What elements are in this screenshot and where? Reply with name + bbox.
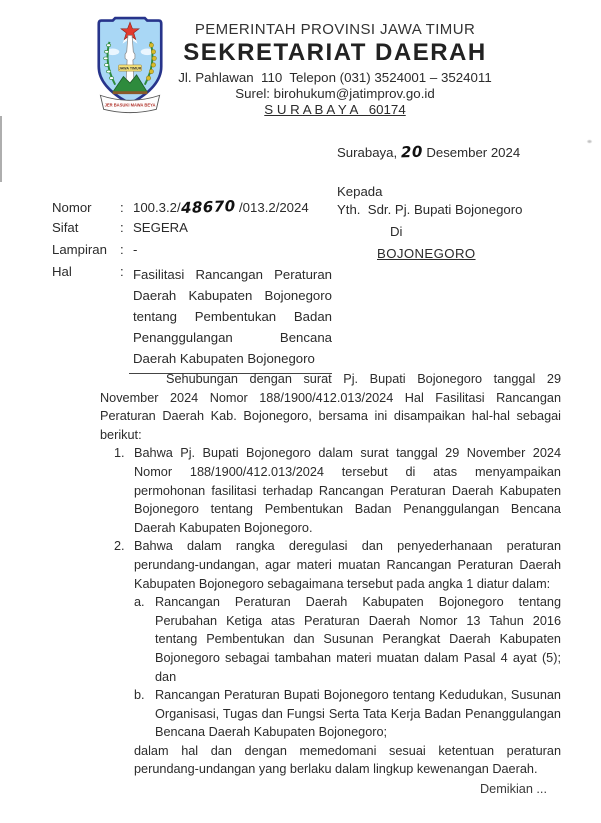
meta-row-nomor — [52, 198, 309, 216]
recipient-city: BOJONEGORO — [377, 246, 476, 261]
address-line: Jl. Pahlawan 110 Telepon (031) 3524001 – 3524011 — [178, 70, 492, 85]
sifat-value: SEGERA — [133, 220, 188, 235]
item-2-closing: dalam hal dan dengan memedomani sesuai ketentuan peraturan perundang-undangan yang berlaku dalam lingkup kewenangan Daerah. — [134, 743, 561, 777]
scan-artifact-speck — [586, 139, 593, 144]
hal-colon: : — [120, 264, 124, 279]
sub-item-a-text: Rancangan Peraturan Daerah Kabupaten Bojonegoro tentang Perubahan Ketiga atas Peraturan Daerah Nomor 13 Tahun 2016 tentang Pembentukan dan Susunan Perangkat Daerah Kabupaten Bojonegoro sebagai tambahan materi muatan dalam Pasal 4 ayat (5); dan — [155, 595, 561, 684]
motto-text: JER BASUKI MAWA BEYA — [104, 102, 156, 108]
handwritten-letter-number: 48670 — [180, 197, 236, 217]
meta-row-hal — [52, 264, 332, 374]
city-postal-line: S U R A B A Y A 60174 — [264, 102, 406, 117]
opening-paragraph: Sehubungan dengan surat Pj. Bupati Bojonegoro tanggal 29 November 2024 Nomor 188/1900/412.013/2024 Hal Fasilitasi Rancangan Peraturan Daerah Kab. Bojonegoro, bersama ini disampaikan hal-hal sebagai berikut: — [100, 372, 561, 442]
dateline — [337, 143, 520, 161]
dateline-city: Surabaya, — [337, 145, 398, 160]
letterhead — [163, 21, 507, 119]
numbered-item-2 — [100, 537, 561, 742]
numbered-item-1 — [100, 444, 561, 537]
lampiran-value: - — [133, 242, 138, 257]
recipient-name: Yth. Sdr. Pj. Bupati Bojonegoro — [337, 202, 523, 217]
sub-item-a-letter: a. — [134, 595, 145, 610]
recipient-di: Di — [390, 224, 403, 239]
meta-row-lampiran — [52, 242, 137, 257]
government-name: PEMERINTAH PROVINSI JAWA TIMUR — [194, 21, 476, 38]
province-emblem-icon — [93, 15, 167, 119]
lampiran-label: Lampiran — [52, 242, 107, 257]
item-2-number: 2. — [114, 539, 125, 554]
lampiran-colon: : — [120, 242, 124, 257]
scan-artifact-left-edge — [0, 116, 2, 182]
item-1-number: 1. — [114, 446, 125, 461]
nomor-label: Nomor — [52, 200, 92, 215]
sub-item-b — [134, 686, 561, 742]
sifat-colon: : — [120, 220, 124, 235]
closing-fragment: Demikian ... — [480, 782, 547, 796]
email-line: Surel: birohukum@jatimprov.go.id — [235, 86, 435, 101]
meta-row-sifat — [52, 220, 188, 235]
nomor-value-prefix: 100.3.2/ — [133, 200, 181, 215]
sub-item-b-text: Rancangan Peraturan Bupati Bojonegoro tentang Kedudukan, Susunan Organisasi, Tugas dan Fungsi Serta Tata Kerja Badan Penanggulangan Bencana Daerah Kabupaten Bojonegoro; — [155, 688, 561, 740]
sub-item-b-letter: b. — [134, 688, 145, 703]
agency-name: SEKRETARIAT DAERAH — [183, 39, 487, 66]
item-1-text: Bahwa Pj. Bupati Bojonegoro dalam surat tanggal 29 November 2024 Nomor 188/1900/412.013/2024 tersebut di atas menyampaikan permohonan fasilitasi terhadap Rancangan Peraturan Daerah Kabupaten Bojonegoro tentang Pembentukan Badan Penanggulangan Bencana Daerah Kabupaten Bojonegoro. — [134, 446, 561, 535]
hal-subject-text: Fasilitasi Rancangan Peraturan Daerah Kabupaten Bojonegoro tentang Pembentukan Badan Penanggulangan Bencana Daerah Kabupaten Bojonegoro — [129, 264, 332, 374]
east-java-emblem-logo — [93, 15, 167, 119]
item-2-text: Bahwa dalam rangka deregulasi dan penyederhanaan peraturan perundang-undangan, agar materi muatan Rancangan Peraturan Daerah Kabupaten Bojonegoro sebagaimana tersebut pada angka 1 diatur dalam: — [134, 539, 561, 591]
nomor-value-suffix: /013.2/2024 — [235, 200, 309, 215]
mountain-base — [113, 91, 148, 94]
letter-body — [100, 370, 561, 779]
nomor-colon: : — [120, 200, 124, 215]
recipient-kepada: Kepada — [337, 184, 383, 199]
hal-label: Hal — [52, 264, 72, 279]
region-banner-text: JAWA TIMUR — [118, 66, 142, 71]
handwritten-day: 20 — [400, 142, 423, 162]
dateline-month-year: Desember 2024 — [422, 145, 521, 160]
sifat-label: Sifat — [52, 220, 79, 235]
sub-item-a — [134, 593, 561, 686]
